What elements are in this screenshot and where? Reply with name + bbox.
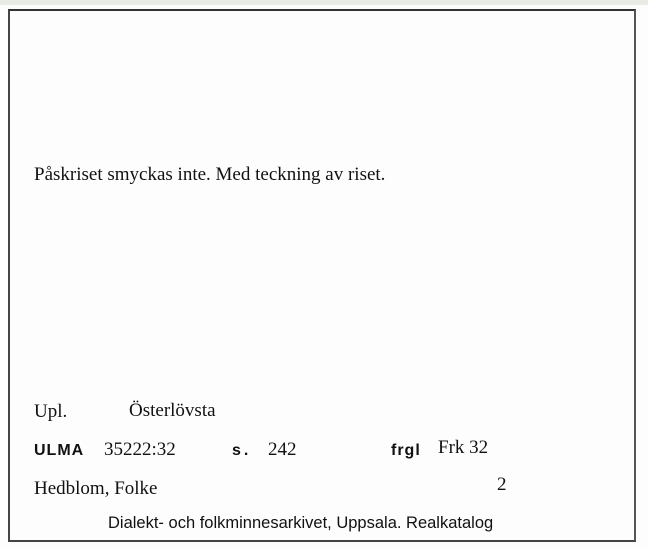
card-footer: Dialekt- och folkminnesarkivet, Uppsala. Realkatalog: [108, 514, 494, 532]
page-number: 242: [268, 439, 297, 460]
card-number: 2: [497, 474, 507, 495]
card-description: Påskriset smyckas inte. Med teckning av riset.: [34, 164, 386, 185]
card-border: [8, 9, 636, 542]
questionnaire-value: Frk 32: [438, 437, 489, 458]
province: Upl.: [34, 401, 68, 422]
recorder-name: Hedblom, Folke: [34, 478, 158, 499]
questionnaire-label: frgl: [391, 442, 421, 459]
archive-label: ULMA: [34, 442, 85, 459]
archive-number: 35222:32: [104, 439, 176, 460]
page-label: s.: [232, 442, 252, 459]
parish: Österlövsta: [129, 400, 216, 421]
scan-edge: [0, 0, 648, 5]
